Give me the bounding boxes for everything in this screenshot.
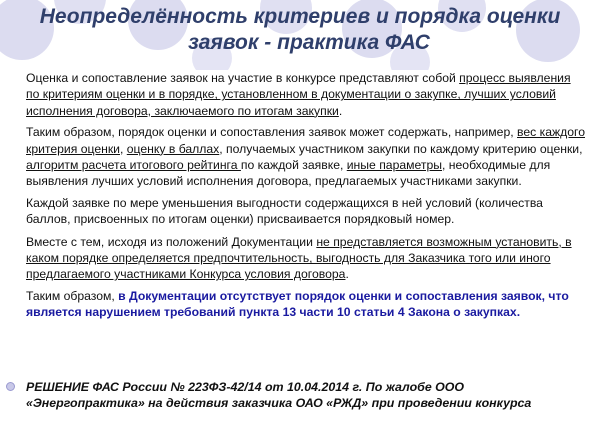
- p2-text: Таким образом, порядок оценки и сопоставления заявок может содержать, например,: [26, 125, 518, 140]
- p2-underlined-weight: вес каждого критерия оценки: [26, 125, 585, 156]
- paragraph-assessment-contents: [26, 124, 586, 190]
- paragraph-documentation: [26, 234, 586, 283]
- p5-bold-conclusion: в Документации отсутствует порядок оценки и сопоставления заявок, что является нарушением требований пункта 13 части 10 статьи 4 Закона о закупках.: [26, 288, 569, 320]
- paragraph-assessment-definition: [26, 70, 586, 119]
- p2-text: ,: [119, 141, 127, 156]
- decision-citation: РЕШЕНИЕ ФАС России № 223ФЗ-42/14 от 10.04.2014 г. По жалобе ООО «Энергопрактика» на действия заказчика ОАО «РЖД» при проведении конкурса: [26, 380, 532, 411]
- p2-underlined-score: оценку в баллах: [126, 141, 220, 156]
- p5-text: Таким образом,: [26, 288, 119, 303]
- title-line-2: заявок - практика ФАС: [188, 31, 430, 54]
- p2-underlined-params: иные параметры: [346, 158, 443, 173]
- p3-text: Каждой заявке по мере уменьшения выгодности содержащихся в ней условий (количества баллов, присвоенных по итогам оценки) присваивается порядковый номер.: [26, 195, 543, 227]
- p4-text-end: .: [345, 267, 349, 282]
- page-title: [0, 4, 600, 56]
- p2-text: по каждой заявке,: [240, 158, 347, 173]
- paragraph-conclusion: [26, 288, 586, 321]
- p2-text-end: , необходимые для выявления лучших условий исполнения договора, предлагаемых участниками закупки.: [26, 158, 551, 189]
- title-line-1: Неопределённость критериев и порядка оценки: [39, 5, 561, 28]
- p1-underlined: процесс выявления по критериям оценки и в порядке, установленном в документации о закупке, лучших условий исполнения договора, заключаемого по итогам закупки: [26, 71, 571, 118]
- p1-text-end: .: [338, 103, 343, 118]
- bullet-icon: [6, 382, 15, 391]
- paragraph-ranking: [26, 195, 586, 228]
- p2-text: , получаемых участником закупки по каждому критерию оценки,: [219, 141, 583, 156]
- p4-underlined: не представляется возможным установить, в каком порядке определяется предпочтительность, выгодность для Заказчика того или иного предлагаемого участниками Конкурса условия договора: [26, 234, 572, 282]
- body-text: [26, 70, 586, 326]
- p2-underlined-algorithm: алгоритм расчета итогового рейтинга: [26, 158, 241, 173]
- p1-text: Оценка и сопоставление заявок на участие в конкурсе представляют собой: [26, 71, 460, 85]
- p4-text: Вместе с тем, исходя из положений Документации: [26, 234, 317, 249]
